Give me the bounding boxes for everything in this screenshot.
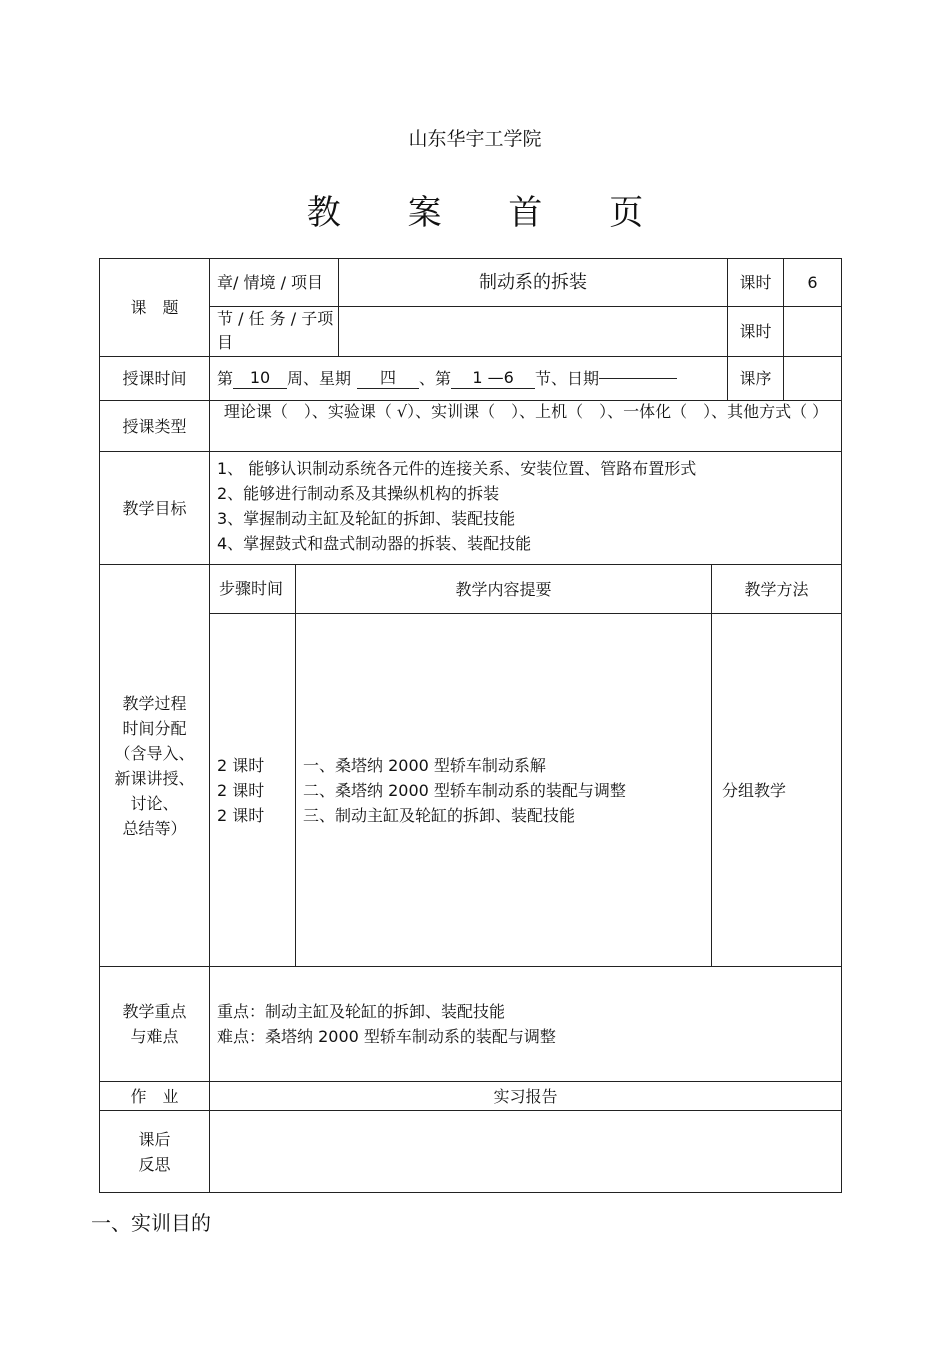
keypoints-label-line: 教学重点 xyxy=(122,1002,187,1021)
col-method-header: 教学方法 xyxy=(744,579,809,599)
hours2-label: 课时 xyxy=(739,322,772,341)
weekday: 四 xyxy=(357,368,419,389)
hours-value: 6 xyxy=(807,273,818,292)
chapter-label: 章/ 情境 / 项目 xyxy=(217,273,324,292)
chapter-value: 制动系的拆装 xyxy=(479,272,587,293)
process-label xyxy=(100,565,209,966)
keypoints-label xyxy=(100,967,209,1081)
keypoints-label-line: 与难点 xyxy=(130,1027,179,1046)
process-label-line: 总结等） xyxy=(122,818,187,838)
section-heading: 一、实训目的 xyxy=(91,1211,211,1235)
reflection-label-line: 反思 xyxy=(138,1154,171,1174)
date-value xyxy=(599,378,677,379)
type-value: 理论课（ ）、实验课（ √）、实训课（ ）、上机（ ）、一体化（ ）、其他方式（ ） xyxy=(223,402,829,421)
step-time: 2 课时 xyxy=(217,780,265,800)
objective-item: 2、能够进行制动系及其操纵机构的拆装 xyxy=(217,484,500,503)
topic-label: 课 题 xyxy=(130,298,179,317)
period-prefix: 、第 xyxy=(419,369,452,388)
step-times xyxy=(217,614,295,966)
time-label: 授课时间 xyxy=(122,369,187,388)
col-step-header: 步骤时间 xyxy=(218,578,283,598)
content-item: 三、制动主缸及轮缸的拆卸、装配技能 xyxy=(303,805,576,825)
focus-text: 重点：制动主缸及轮缸的拆卸、装配技能 xyxy=(217,1002,506,1021)
keypoints-value xyxy=(217,967,837,1081)
periods: 1 —6 xyxy=(451,368,535,389)
page-title: 教 案 首 页 xyxy=(306,193,672,233)
hours2-value xyxy=(784,307,841,356)
school-name: 山东华宇工学院 xyxy=(408,128,542,150)
step-time: 2 课时 xyxy=(217,805,265,825)
objective-item: 4、掌握鼓式和盘式制动器的拆装、装配技能 xyxy=(217,534,532,553)
time-value xyxy=(217,357,727,400)
difficulty-text: 难点：桑塔纳 2000 型轿车制动系的装配与调整 xyxy=(217,1027,556,1046)
objectives-label: 教学目标 xyxy=(122,498,187,518)
period-suffix: 节、日期 xyxy=(535,369,600,388)
content-item: 一、桑塔纳 2000 型轿车制动系解 xyxy=(303,755,546,775)
objectives-list xyxy=(217,456,837,562)
process-label-line: 教学过程 xyxy=(122,693,187,713)
step-time: 2 课时 xyxy=(217,755,265,775)
col-content-header: 教学内容提要 xyxy=(455,579,552,599)
process-label-line: （含导入、 xyxy=(114,743,195,763)
teaching-method: 分组教学 xyxy=(722,780,787,800)
hours-label: 课时 xyxy=(739,273,772,292)
type-label: 授课类型 xyxy=(122,416,187,436)
objective-item: 1、 能够认识制动系统各元件的连接关系、安装位置、管路布置形式 xyxy=(217,459,697,478)
content-item: 二、桑塔纳 2000 型轿车制动系的装配与调整 xyxy=(303,780,626,800)
section-value xyxy=(339,307,727,356)
homework-value: 实习报告 xyxy=(493,1086,558,1106)
reflection-value xyxy=(217,1111,837,1192)
process-label-line: 时间分配 xyxy=(122,718,187,738)
week-suffix: 周、星期 xyxy=(287,369,352,388)
homework-label: 作 业 xyxy=(130,1086,179,1106)
order-label: 课序 xyxy=(739,369,772,388)
process-label-line: 新课讲授、 xyxy=(114,768,195,788)
reflection-label-line: 课后 xyxy=(138,1129,171,1149)
order-value xyxy=(784,357,841,400)
reflection-label xyxy=(100,1111,209,1192)
objective-item: 3、掌握制动主缸及轮缸的拆卸、装配技能 xyxy=(217,509,516,528)
time-prefix: 第 xyxy=(217,369,234,388)
section-label: 节 / 任 务 / 子项目 xyxy=(217,309,334,352)
week-number: 10 xyxy=(233,368,287,389)
process-label-line: 讨论、 xyxy=(130,793,179,813)
content-summary xyxy=(303,614,711,966)
